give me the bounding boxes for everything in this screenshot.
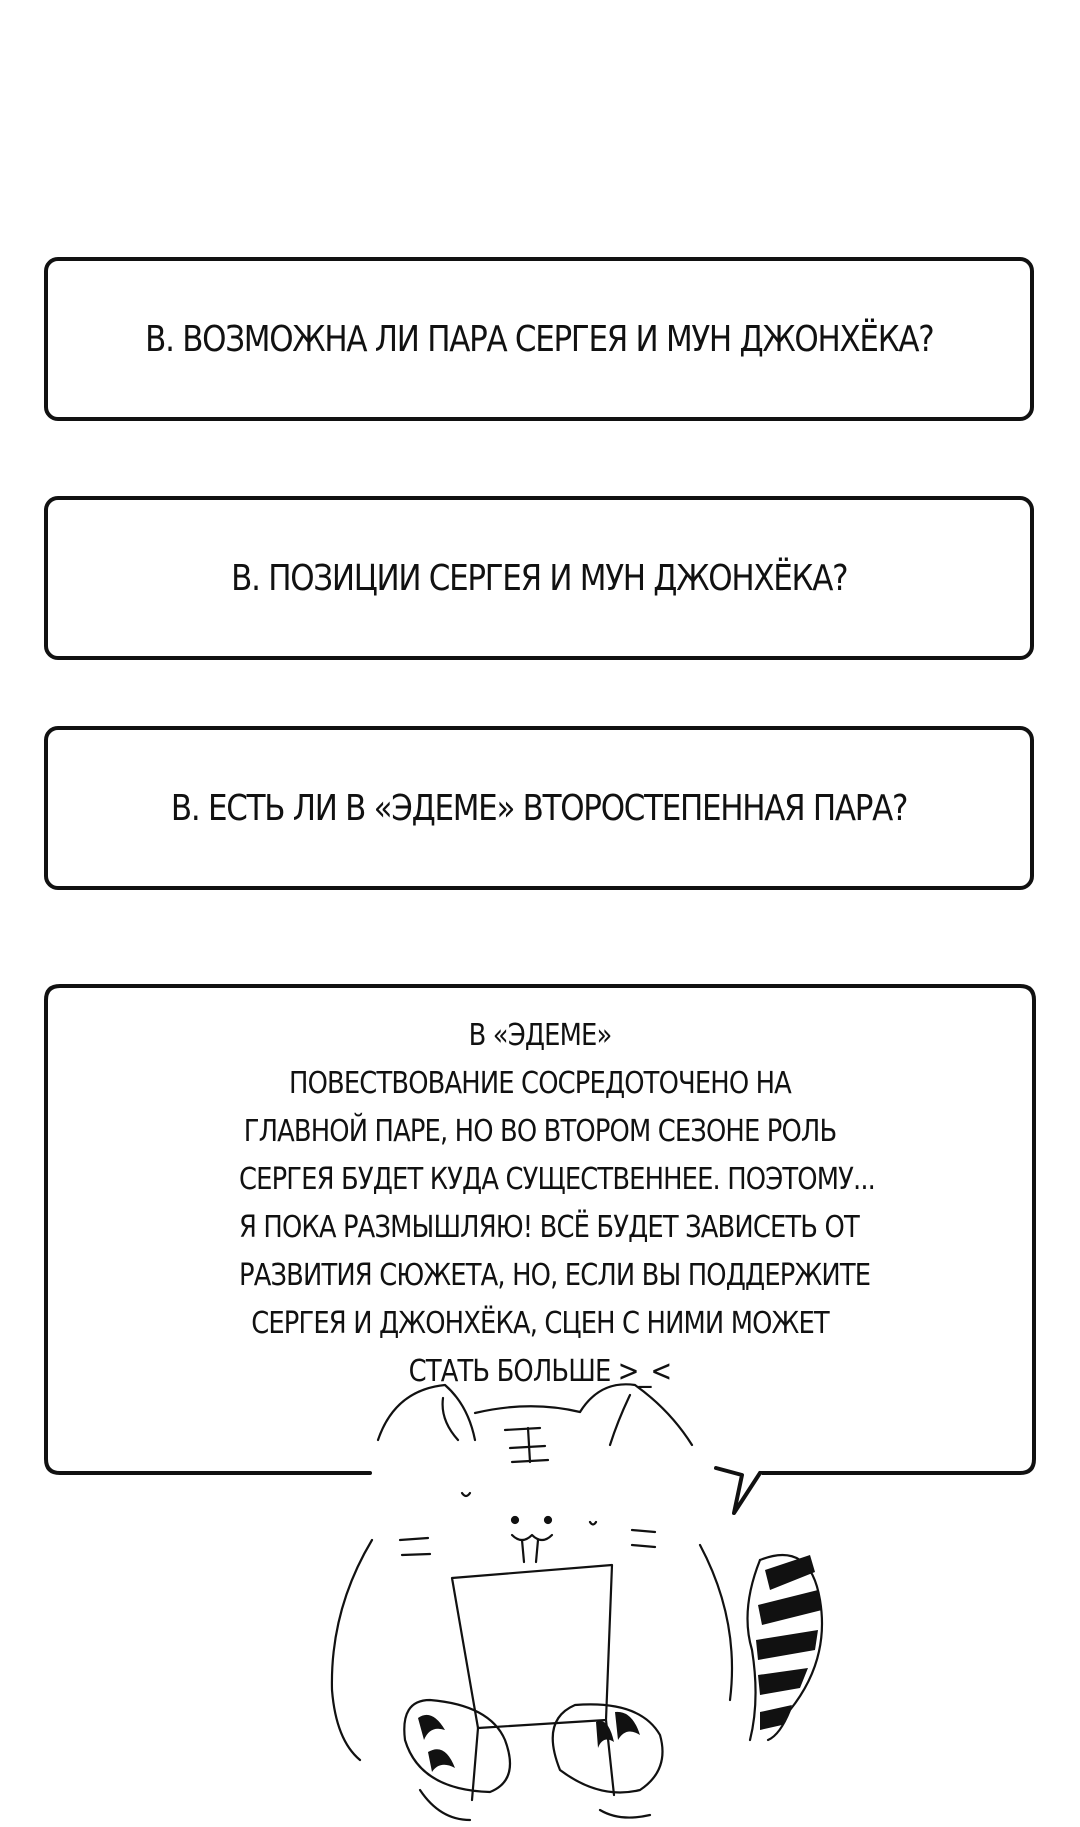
question-text-1: В. ВОЗМОЖНА ЛИ ПАРА СЕРГЕЯ И МУН ДЖОНХЁКА? — [144, 318, 934, 360]
answer-line-8: СТАТЬ БОЛЬШЕ >_< — [408, 1354, 672, 1389]
question-text-3: В. ЕСТЬ ЛИ В «ЭДЕМЕ» ВТОРОСТЕПЕННАЯ ПАРА? — [170, 787, 908, 829]
answer-line-2: ПОВЕСТВОВАНИЕ СОСРЕДОТОЧЕНО НА — [289, 1066, 791, 1101]
answer-line-7: СЕРГЕЯ И ДЖОНХЁКА, СЦЕН С НИМИ МОЖЕТ — [251, 1306, 829, 1341]
answer-line-6: РАЗВИТИЯ СЮЖЕТА, НО, ЕСЛИ ВЫ ПОДДЕРЖИТЕ — [239, 1258, 871, 1293]
answer-line-1: В «ЭДЕМЕ» — [468, 1018, 612, 1053]
question-text-2: В. ПОЗИЦИИ СЕРГЕЯ И МУН ДЖОНХЁКА? — [230, 557, 848, 599]
answer-line-4: СЕРГЕЯ БУДЕТ КУДА СУЩЕСТВЕННЕЕ. ПОЭТОМУ... — [239, 1162, 876, 1197]
answer-line-3: ГЛАВНОЙ ПАРЕ, НО ВО ВТОРОМ СЕЗОНЕ РОЛЬ — [243, 1114, 837, 1149]
answer-line-5: Я ПОКА РАЗМЫШЛЯЮ! ВСЁ БУДЕТ ЗАВИСЕТЬ ОТ — [239, 1210, 859, 1245]
